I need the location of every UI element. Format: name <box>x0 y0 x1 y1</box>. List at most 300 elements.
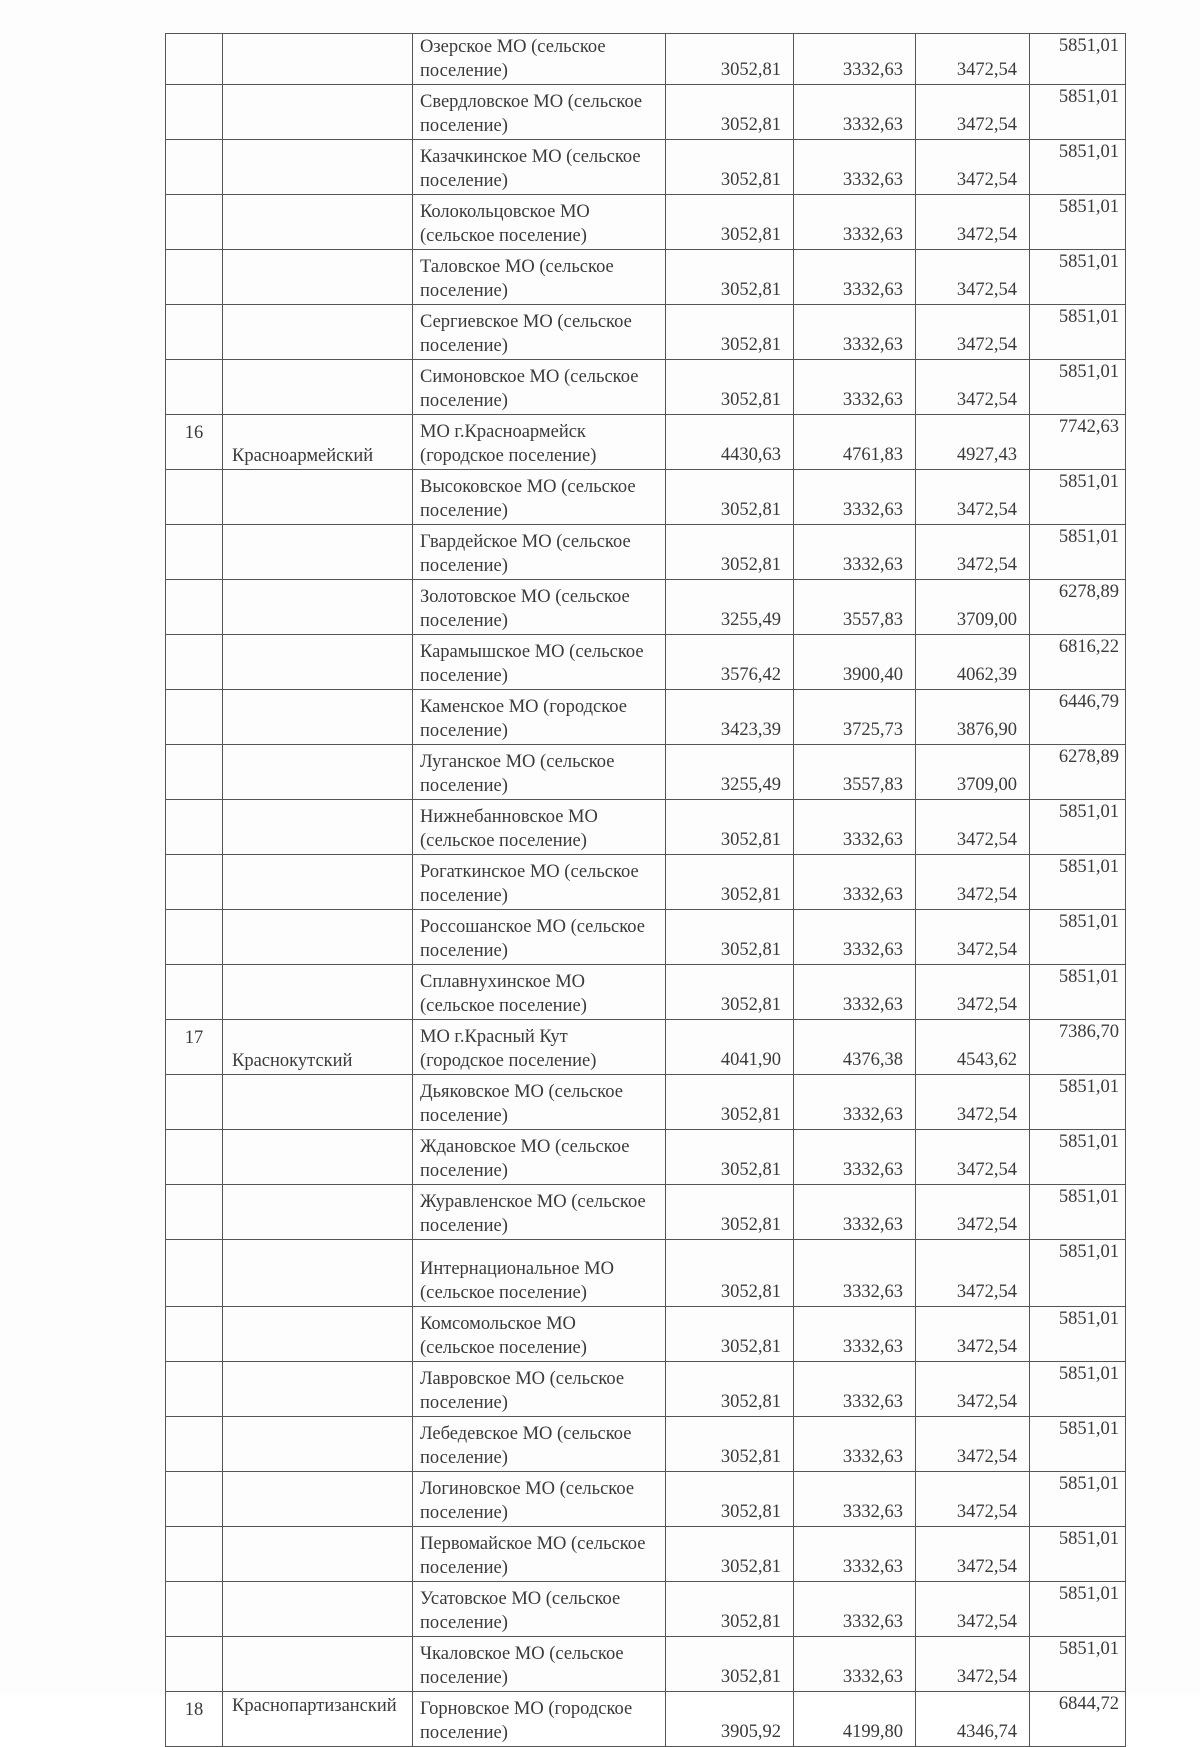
value-4-cell-text: 6278,89 <box>1058 747 1119 767</box>
value-2-cell-text: 3332,63 <box>842 1392 903 1412</box>
table-row <box>166 1582 1126 1637</box>
municipality-cell <box>413 1637 666 1692</box>
value-4-cell-text: 7742,63 <box>1058 417 1119 437</box>
value-1-cell <box>666 195 794 250</box>
municipality-cell <box>413 1185 666 1240</box>
municipality-cell-text: Дьяковское МО (сельское поселение) <box>420 1082 623 1126</box>
value-2-cell-text: 4376,38 <box>842 1050 903 1070</box>
table-row <box>166 1185 1126 1240</box>
municipality-cell-text: Россошанское МО (сельское поселение) <box>420 917 645 961</box>
value-4-cell <box>1030 1637 1126 1692</box>
value-2-cell-text: 3332,63 <box>842 115 903 135</box>
table-row <box>166 800 1126 855</box>
district-cell <box>223 195 413 250</box>
value-1-cell <box>666 1582 794 1637</box>
value-2-cell-text: 3332,63 <box>842 280 903 300</box>
value-3-cell <box>916 1307 1030 1362</box>
value-3-cell-text: 3472,54 <box>956 1337 1017 1357</box>
district-cell <box>223 800 413 855</box>
value-3-cell-text: 3472,54 <box>956 1282 1017 1302</box>
value-1-cell <box>666 1527 794 1582</box>
municipality-cell-text: Высоковское МО (сельское поселение) <box>420 477 636 521</box>
value-4-cell-text: 5851,01 <box>1058 1474 1119 1494</box>
table-row <box>166 580 1126 635</box>
value-4-cell-text: 5851,01 <box>1058 307 1119 327</box>
district-cell <box>223 635 413 690</box>
municipality-cell-text: Симоновское МО (сельское поселение) <box>420 367 639 411</box>
row-number-cell <box>166 1692 223 1747</box>
value-1-cell-text: 3052,81 <box>720 1667 781 1687</box>
municipality-cell <box>413 1075 666 1130</box>
row-number-cell <box>166 635 223 690</box>
value-1-cell <box>666 1130 794 1185</box>
municipality-cell-text: Интернациональное МО (сельское поселение) <box>420 1259 614 1303</box>
table-row <box>166 745 1126 800</box>
municipality-cell <box>413 635 666 690</box>
municipality-cell <box>413 1020 666 1075</box>
value-1-cell <box>666 415 794 470</box>
row-number-cell <box>166 800 223 855</box>
value-2-cell-text: 3332,63 <box>842 170 903 190</box>
value-4-cell-text: 5851,01 <box>1058 802 1119 822</box>
value-1-cell <box>666 305 794 360</box>
value-3-cell <box>916 525 1030 580</box>
district-cell-text: Краснопартизанский <box>232 1696 397 1716</box>
value-3-cell <box>916 1417 1030 1472</box>
value-1-cell <box>666 1307 794 1362</box>
table-row <box>166 855 1126 910</box>
value-1-cell <box>666 1020 794 1075</box>
value-2-cell <box>794 140 916 195</box>
row-number-cell <box>166 470 223 525</box>
value-4-cell <box>1030 1130 1126 1185</box>
value-2-cell-text: 3332,63 <box>842 1447 903 1467</box>
municipality-cell <box>413 1307 666 1362</box>
district-cell <box>223 1130 413 1185</box>
value-3-cell-text: 3472,54 <box>956 170 1017 190</box>
municipality-cell <box>413 1527 666 1582</box>
value-2-cell <box>794 250 916 305</box>
table-row <box>166 34 1126 85</box>
value-3-cell-text: 3472,54 <box>956 555 1017 575</box>
value-1-cell <box>666 1185 794 1240</box>
row-number-cell <box>166 195 223 250</box>
municipality-cell <box>413 1130 666 1185</box>
value-1-cell-text: 3052,81 <box>720 1502 781 1522</box>
value-2-cell <box>794 690 916 745</box>
value-3-cell-text: 3472,54 <box>956 280 1017 300</box>
value-3-cell <box>916 965 1030 1020</box>
value-1-cell-text: 3052,81 <box>720 1160 781 1180</box>
row-number-cell <box>166 1307 223 1362</box>
value-3-cell <box>916 195 1030 250</box>
value-2-cell <box>794 1582 916 1637</box>
value-4-cell-text: 5851,01 <box>1058 1364 1119 1384</box>
value-1-cell-text: 3052,81 <box>720 335 781 355</box>
value-1-cell-text: 3052,81 <box>720 1282 781 1302</box>
value-2-cell <box>794 910 916 965</box>
value-3-cell-text: 3472,54 <box>956 1557 1017 1577</box>
table-row <box>166 1020 1126 1075</box>
value-2-cell-text: 3332,63 <box>842 885 903 905</box>
municipality-cell-text: Золотовское МО (сельское поселение) <box>420 587 630 631</box>
value-3-cell <box>916 360 1030 415</box>
district-cell <box>223 140 413 195</box>
value-2-cell <box>794 34 916 85</box>
value-3-cell <box>916 690 1030 745</box>
value-4-cell <box>1030 910 1126 965</box>
table-row <box>166 360 1126 415</box>
value-1-cell-text: 3052,81 <box>720 225 781 245</box>
value-4-cell-text: 5851,01 <box>1058 87 1119 107</box>
value-3-cell <box>916 250 1030 305</box>
value-4-cell-text: 5851,01 <box>1058 1419 1119 1439</box>
table-row <box>166 1240 1126 1307</box>
value-4-cell <box>1030 855 1126 910</box>
row-number-cell <box>166 1075 223 1130</box>
value-2-cell-text: 3332,63 <box>842 500 903 520</box>
value-3-cell <box>916 855 1030 910</box>
district-cell <box>223 1075 413 1130</box>
value-4-cell-text: 5851,01 <box>1058 912 1119 932</box>
table-row <box>166 525 1126 580</box>
value-2-cell-text: 3332,63 <box>842 1502 903 1522</box>
value-3-cell <box>916 1692 1030 1747</box>
value-1-cell-text: 3052,81 <box>720 390 781 410</box>
value-2-cell <box>794 745 916 800</box>
row-number-cell <box>166 965 223 1020</box>
value-3-cell <box>916 1185 1030 1240</box>
value-1-cell <box>666 690 794 745</box>
municipality-cell <box>413 1362 666 1417</box>
value-1-cell-text: 3255,49 <box>720 775 781 795</box>
district-cell <box>223 690 413 745</box>
municipality-cell-text: Журавленское МО (сельское поселение) <box>420 1192 646 1236</box>
value-2-cell-text: 3725,73 <box>842 720 903 740</box>
value-2-cell <box>794 85 916 140</box>
value-1-cell-text: 3052,81 <box>720 885 781 905</box>
district-cell <box>223 1020 413 1075</box>
value-4-cell-text: 5851,01 <box>1058 1187 1119 1207</box>
value-4-cell-text: 5851,01 <box>1058 857 1119 877</box>
value-1-cell <box>666 140 794 195</box>
municipality-cell-text: Горновское МО (городское поселение) <box>420 1699 633 1743</box>
value-4-cell-text: 5851,01 <box>1058 36 1119 56</box>
value-1-cell <box>666 525 794 580</box>
district-cell-text: Красноармейский <box>232 446 374 466</box>
district-cell <box>223 1527 413 1582</box>
municipality-cell-text: Озерское МО (сельское поселение) <box>420 37 606 81</box>
table-row <box>166 250 1126 305</box>
value-4-cell <box>1030 1472 1126 1527</box>
row-number-cell <box>166 140 223 195</box>
table-row <box>166 965 1126 1020</box>
district-cell <box>223 415 413 470</box>
value-2-cell-text: 3332,63 <box>842 390 903 410</box>
municipality-cell-text: Сергиевское МО (сельское поселение) <box>420 312 632 356</box>
value-1-cell <box>666 1417 794 1472</box>
value-4-cell <box>1030 1527 1126 1582</box>
row-number-cell <box>166 34 223 85</box>
row-number-cell <box>166 1130 223 1185</box>
municipality-cell <box>413 690 666 745</box>
value-2-cell-text: 3332,63 <box>842 60 903 80</box>
value-1-cell-text: 3255,49 <box>720 610 781 630</box>
table-row <box>166 1692 1126 1747</box>
value-1-cell <box>666 1472 794 1527</box>
row-number-cell <box>166 1020 223 1075</box>
value-3-cell <box>916 1240 1030 1307</box>
row-number-cell <box>166 525 223 580</box>
value-2-cell <box>794 1362 916 1417</box>
value-2-cell-text: 3332,63 <box>842 335 903 355</box>
municipality-cell-text: Рогаткинское МО (сельское поселение) <box>420 862 639 906</box>
value-4-cell <box>1030 580 1126 635</box>
municipality-cell-text: Таловское МО (сельское поселение) <box>420 257 614 301</box>
value-4-cell <box>1030 635 1126 690</box>
value-1-cell <box>666 1075 794 1130</box>
municipality-cell-text: Усатовское МО (сельское поселение) <box>420 1589 621 1633</box>
row-number-cell <box>166 1185 223 1240</box>
municipality-cell <box>413 305 666 360</box>
table-row <box>166 1637 1126 1692</box>
value-4-cell-text: 6278,89 <box>1058 582 1119 602</box>
value-1-cell <box>666 85 794 140</box>
value-1-cell-text: 3052,81 <box>720 1392 781 1412</box>
district-cell-text: Краснокутский <box>232 1051 353 1071</box>
value-2-cell <box>794 855 916 910</box>
municipality-cell <box>413 965 666 1020</box>
value-4-cell-text: 5851,01 <box>1058 1639 1119 1659</box>
table-row <box>166 910 1126 965</box>
value-3-cell-text: 3472,54 <box>956 995 1017 1015</box>
value-1-cell-text: 3052,81 <box>720 60 781 80</box>
value-4-cell-text: 5851,01 <box>1058 472 1119 492</box>
value-4-cell-text: 6446,79 <box>1058 692 1119 712</box>
value-4-cell-text: 5851,01 <box>1058 1309 1119 1329</box>
value-4-cell-text: 5851,01 <box>1058 1584 1119 1604</box>
value-2-cell <box>794 1527 916 1582</box>
value-3-cell <box>916 745 1030 800</box>
table-row <box>166 1130 1126 1185</box>
municipality-cell <box>413 1472 666 1527</box>
row-number-cell <box>166 1637 223 1692</box>
table-row <box>166 635 1126 690</box>
value-3-cell-text: 4543,62 <box>956 1050 1017 1070</box>
value-1-cell <box>666 965 794 1020</box>
value-2-cell-text: 3332,63 <box>842 1160 903 1180</box>
district-cell <box>223 1472 413 1527</box>
value-4-cell-text: 6844,72 <box>1058 1694 1119 1714</box>
value-4-cell-text: 7386,70 <box>1058 1022 1119 1042</box>
value-1-cell <box>666 1362 794 1417</box>
value-2-cell-text: 3332,63 <box>842 1337 903 1357</box>
value-3-cell <box>916 305 1030 360</box>
value-2-cell-text: 3332,63 <box>842 1557 903 1577</box>
municipality-cell-text: Свердловское МО (сельское поселение) <box>420 92 643 136</box>
value-3-cell <box>916 140 1030 195</box>
value-1-cell-text: 3052,81 <box>720 170 781 190</box>
value-3-cell <box>916 1637 1030 1692</box>
district-cell <box>223 580 413 635</box>
value-1-cell-text: 3052,81 <box>720 1557 781 1577</box>
district-cell <box>223 1307 413 1362</box>
value-1-cell-text: 3576,42 <box>720 665 781 685</box>
table-row <box>166 1362 1126 1417</box>
value-1-cell <box>666 800 794 855</box>
tariff-table <box>165 33 1126 1747</box>
value-4-cell <box>1030 1240 1126 1307</box>
value-3-cell-text: 4927,43 <box>956 445 1017 465</box>
value-3-cell <box>916 1020 1030 1075</box>
row-number-cell-text: 17 <box>184 1028 204 1048</box>
district-cell <box>223 1692 413 1747</box>
table-row <box>166 470 1126 525</box>
value-2-cell-text: 4199,80 <box>842 1722 903 1742</box>
value-2-cell <box>794 415 916 470</box>
value-3-cell <box>916 34 1030 85</box>
value-2-cell-text: 4761,83 <box>842 445 903 465</box>
value-3-cell-text: 3472,54 <box>956 335 1017 355</box>
value-2-cell <box>794 1692 916 1747</box>
value-3-cell-text: 3472,54 <box>956 1612 1017 1632</box>
value-3-cell-text: 3472,54 <box>956 1447 1017 1467</box>
municipality-cell <box>413 85 666 140</box>
municipality-cell <box>413 470 666 525</box>
value-2-cell <box>794 470 916 525</box>
value-4-cell-text: 5851,01 <box>1058 1529 1119 1549</box>
municipality-cell <box>413 910 666 965</box>
row-number-cell <box>166 1527 223 1582</box>
value-4-cell <box>1030 965 1126 1020</box>
municipality-cell <box>413 34 666 85</box>
value-4-cell <box>1030 85 1126 140</box>
district-cell <box>223 855 413 910</box>
value-4-cell-text: 5851,01 <box>1058 142 1119 162</box>
value-1-cell-text: 3052,81 <box>720 940 781 960</box>
table-row <box>166 690 1126 745</box>
value-3-cell-text: 3709,00 <box>956 775 1017 795</box>
municipality-cell <box>413 525 666 580</box>
table-row <box>166 415 1126 470</box>
value-3-cell <box>916 1472 1030 1527</box>
value-3-cell-text: 3472,54 <box>956 390 1017 410</box>
district-cell <box>223 250 413 305</box>
value-2-cell-text: 3332,63 <box>842 1105 903 1125</box>
value-1-cell-text: 4430,63 <box>720 445 781 465</box>
value-4-cell <box>1030 1020 1126 1075</box>
value-2-cell <box>794 1185 916 1240</box>
row-number-cell <box>166 1240 223 1307</box>
value-2-cell <box>794 1130 916 1185</box>
value-3-cell-text: 3472,54 <box>956 1215 1017 1235</box>
district-cell <box>223 470 413 525</box>
value-1-cell-text: 3052,81 <box>720 115 781 135</box>
value-4-cell <box>1030 1417 1126 1472</box>
row-number-cell <box>166 910 223 965</box>
value-3-cell-text: 3472,54 <box>956 1667 1017 1687</box>
value-3-cell <box>916 1362 1030 1417</box>
row-number-cell <box>166 745 223 800</box>
table-row <box>166 1075 1126 1130</box>
municipality-cell-text: Каменское МО (городское поселение) <box>420 697 627 741</box>
value-1-cell-text: 3052,81 <box>720 830 781 850</box>
municipality-cell-text: МО г.Красный Кут (городское поселение) <box>420 1027 597 1071</box>
municipality-cell-text: МО г.Красноармейск (городское поселение) <box>420 422 597 466</box>
value-4-cell <box>1030 250 1126 305</box>
value-2-cell <box>794 305 916 360</box>
value-1-cell <box>666 470 794 525</box>
district-cell <box>223 525 413 580</box>
value-3-cell <box>916 635 1030 690</box>
value-3-cell-text: 3472,54 <box>956 830 1017 850</box>
value-2-cell <box>794 360 916 415</box>
value-3-cell-text: 3472,54 <box>956 225 1017 245</box>
value-3-cell-text: 3472,54 <box>956 940 1017 960</box>
district-cell <box>223 1362 413 1417</box>
municipality-cell-text: Логиновское МО (сельское поселение) <box>420 1479 635 1523</box>
value-4-cell-text: 5851,01 <box>1058 362 1119 382</box>
municipality-cell <box>413 360 666 415</box>
municipality-cell <box>413 250 666 305</box>
row-number-cell <box>166 1582 223 1637</box>
value-1-cell <box>666 745 794 800</box>
value-1-cell <box>666 250 794 305</box>
district-cell <box>223 745 413 800</box>
value-3-cell <box>916 1582 1030 1637</box>
district-cell <box>223 1185 413 1240</box>
value-4-cell <box>1030 470 1126 525</box>
municipality-cell-text: Чкаловское МО (сельское поселение) <box>420 1644 624 1688</box>
municipality-cell-text: Ждановское МО (сельское поселение) <box>420 1137 630 1181</box>
value-4-cell <box>1030 34 1126 85</box>
municipality-cell-text: Казачкинское МО (сельское поселение) <box>420 147 641 191</box>
row-number-cell <box>166 415 223 470</box>
municipality-cell <box>413 1582 666 1637</box>
value-1-cell <box>666 360 794 415</box>
row-number-cell-text: 18 <box>184 1700 204 1720</box>
value-3-cell <box>916 800 1030 855</box>
district-cell <box>223 1637 413 1692</box>
value-2-cell-text: 3557,83 <box>842 775 903 795</box>
municipality-cell-text: Комсомольское МО (сельское поселение) <box>420 1314 587 1358</box>
value-1-cell <box>666 1637 794 1692</box>
value-3-cell-text: 4346,74 <box>956 1722 1017 1742</box>
value-4-cell <box>1030 800 1126 855</box>
municipality-cell <box>413 745 666 800</box>
value-2-cell <box>794 1637 916 1692</box>
value-3-cell <box>916 85 1030 140</box>
value-3-cell <box>916 1527 1030 1582</box>
value-2-cell <box>794 1417 916 1472</box>
value-3-cell-text: 3472,54 <box>956 1105 1017 1125</box>
district-cell <box>223 360 413 415</box>
value-1-cell-text: 3052,81 <box>720 555 781 575</box>
table-row <box>166 85 1126 140</box>
value-1-cell-text: 3905,92 <box>720 1722 781 1742</box>
value-1-cell <box>666 635 794 690</box>
value-4-cell-text: 5851,01 <box>1058 527 1119 547</box>
table-row <box>166 195 1126 250</box>
value-3-cell-text: 3472,54 <box>956 1160 1017 1180</box>
value-1-cell <box>666 855 794 910</box>
municipality-cell-text: Лавровское МО (сельское поселение) <box>420 1369 625 1413</box>
municipality-cell-text: Карамышское МО (сельское поселение) <box>420 642 644 686</box>
table-row <box>166 1417 1126 1472</box>
district-cell <box>223 910 413 965</box>
value-2-cell <box>794 1020 916 1075</box>
table-row <box>166 140 1126 195</box>
